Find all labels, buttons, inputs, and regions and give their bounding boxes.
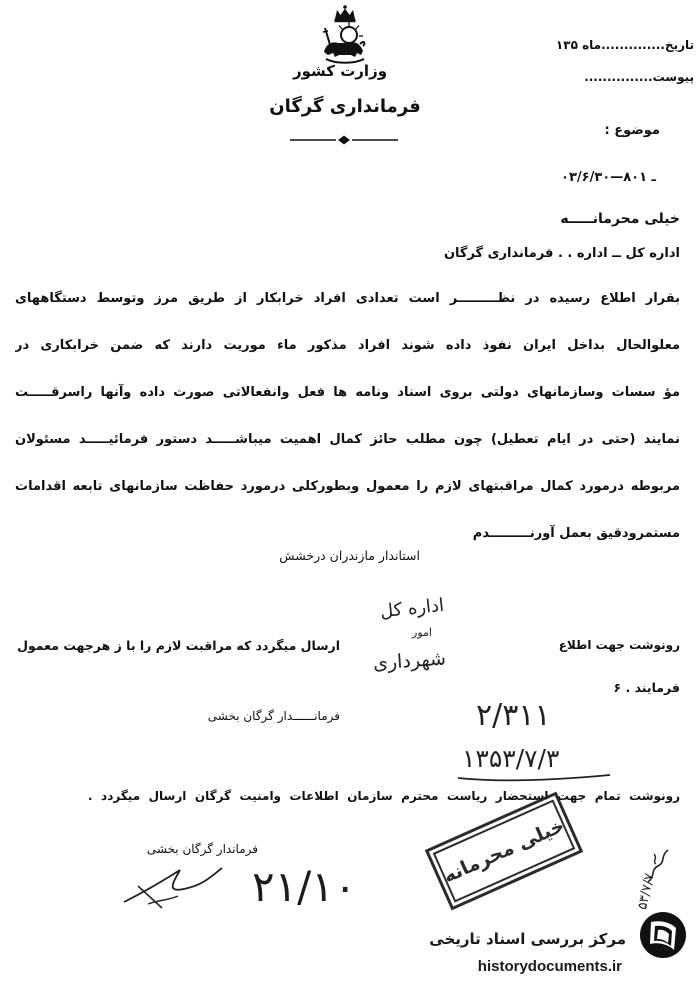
classification-label: خیلی محرمانـــــه (560, 211, 680, 227)
copy-label: رونوشت جهت اطلاع (558, 638, 680, 652)
body-line: معلوالحال بداخل ایران نفوذ داده شوند افراد مذکور ماء موریت دارند که ضمن خرابکاری در (15, 338, 680, 353)
ornamental-divider (288, 134, 400, 146)
addressee-line: اداره کل ــ اداره . . فرمانداری گرگان (443, 246, 680, 261)
reference-number: ۰۳/۶/۳۰—۸۰۱ ـ (561, 170, 656, 185)
subject-label: موضوع : (604, 123, 660, 138)
closing-line: فرمایند . ۶ (613, 680, 680, 695)
attachment-field: پیوست............... (584, 70, 694, 84)
body-line: نمایند (حتی در ایام تعطیل) چون مطلب حائز کمال اهمیت میباشـــــد دستور فرمائیـــــد مسئولان (15, 432, 680, 447)
watermark-url: historydocuments.ir (477, 958, 622, 975)
watermark-name: مرکز بررسی اسناد تاریخی (429, 930, 626, 948)
lion-and-sun-emblem (316, 4, 374, 64)
signature-scribble (118, 856, 228, 912)
body-line: مؤ سسات وسازمانهای دولتی بروی اسناد ونامه ها فعل وانفعالاتی صورت داده وآنها راسرقـــــت (15, 385, 680, 400)
handwritten-file-number: ۲۱/۱۰ (252, 862, 357, 911)
body-line: مربوطه درمورد کمال مراقبتهای لازم را معمول وبطورکلی درمورد حفاظت سازمانهای تابعه اقدامات (15, 479, 680, 494)
archive-logo-icon (638, 910, 688, 960)
county-governor-signatory: فرماندار گرگان بخشی (146, 842, 258, 856)
body-line: بقرار اطلاع رسیده در نظـــــــــر است تعدادی افراد خرابکار از طریق مرز وتوسط دستگاههای (15, 291, 680, 306)
confidential-stamp: خیلی محرمانه (425, 792, 583, 911)
copy-text: ارسال میگردد که مراقبت لازم را با ز هرجهت معمول (17, 638, 340, 653)
body-line: مستمرودقیق بعمل آورنـــــــــدم (472, 526, 680, 541)
second-copy-text: رونوشت تمام جهت استحضار ریاست محترم سازمان اطلاعات وامنیت گرگان ارسال میگردد . (88, 789, 680, 803)
handwritten-underline (456, 772, 612, 786)
handwritten-date: ۱۳۵۳/۷/۳ (462, 744, 560, 773)
governor-signatory: استاندار مازندران درخشش (279, 548, 420, 563)
handwritten-recipient: امور (412, 626, 432, 639)
county-governor-signatory: فرمانــــــدار گرگان بخشی (207, 709, 340, 723)
handwritten-number: ۲/۳۱۱ (476, 698, 551, 733)
handwritten-margin-date: ۵۳/۷/۷ (635, 871, 658, 912)
handwritten-recipient: اداره کل (378, 594, 445, 623)
handwritten-recipient: شهرداری (372, 647, 447, 675)
office-title: فرمانداری گرگان (269, 96, 421, 117)
date-field: تاریخ..............ماه ۱۳۵ (555, 38, 694, 52)
ministry-title: وزارت کشور (292, 62, 388, 80)
